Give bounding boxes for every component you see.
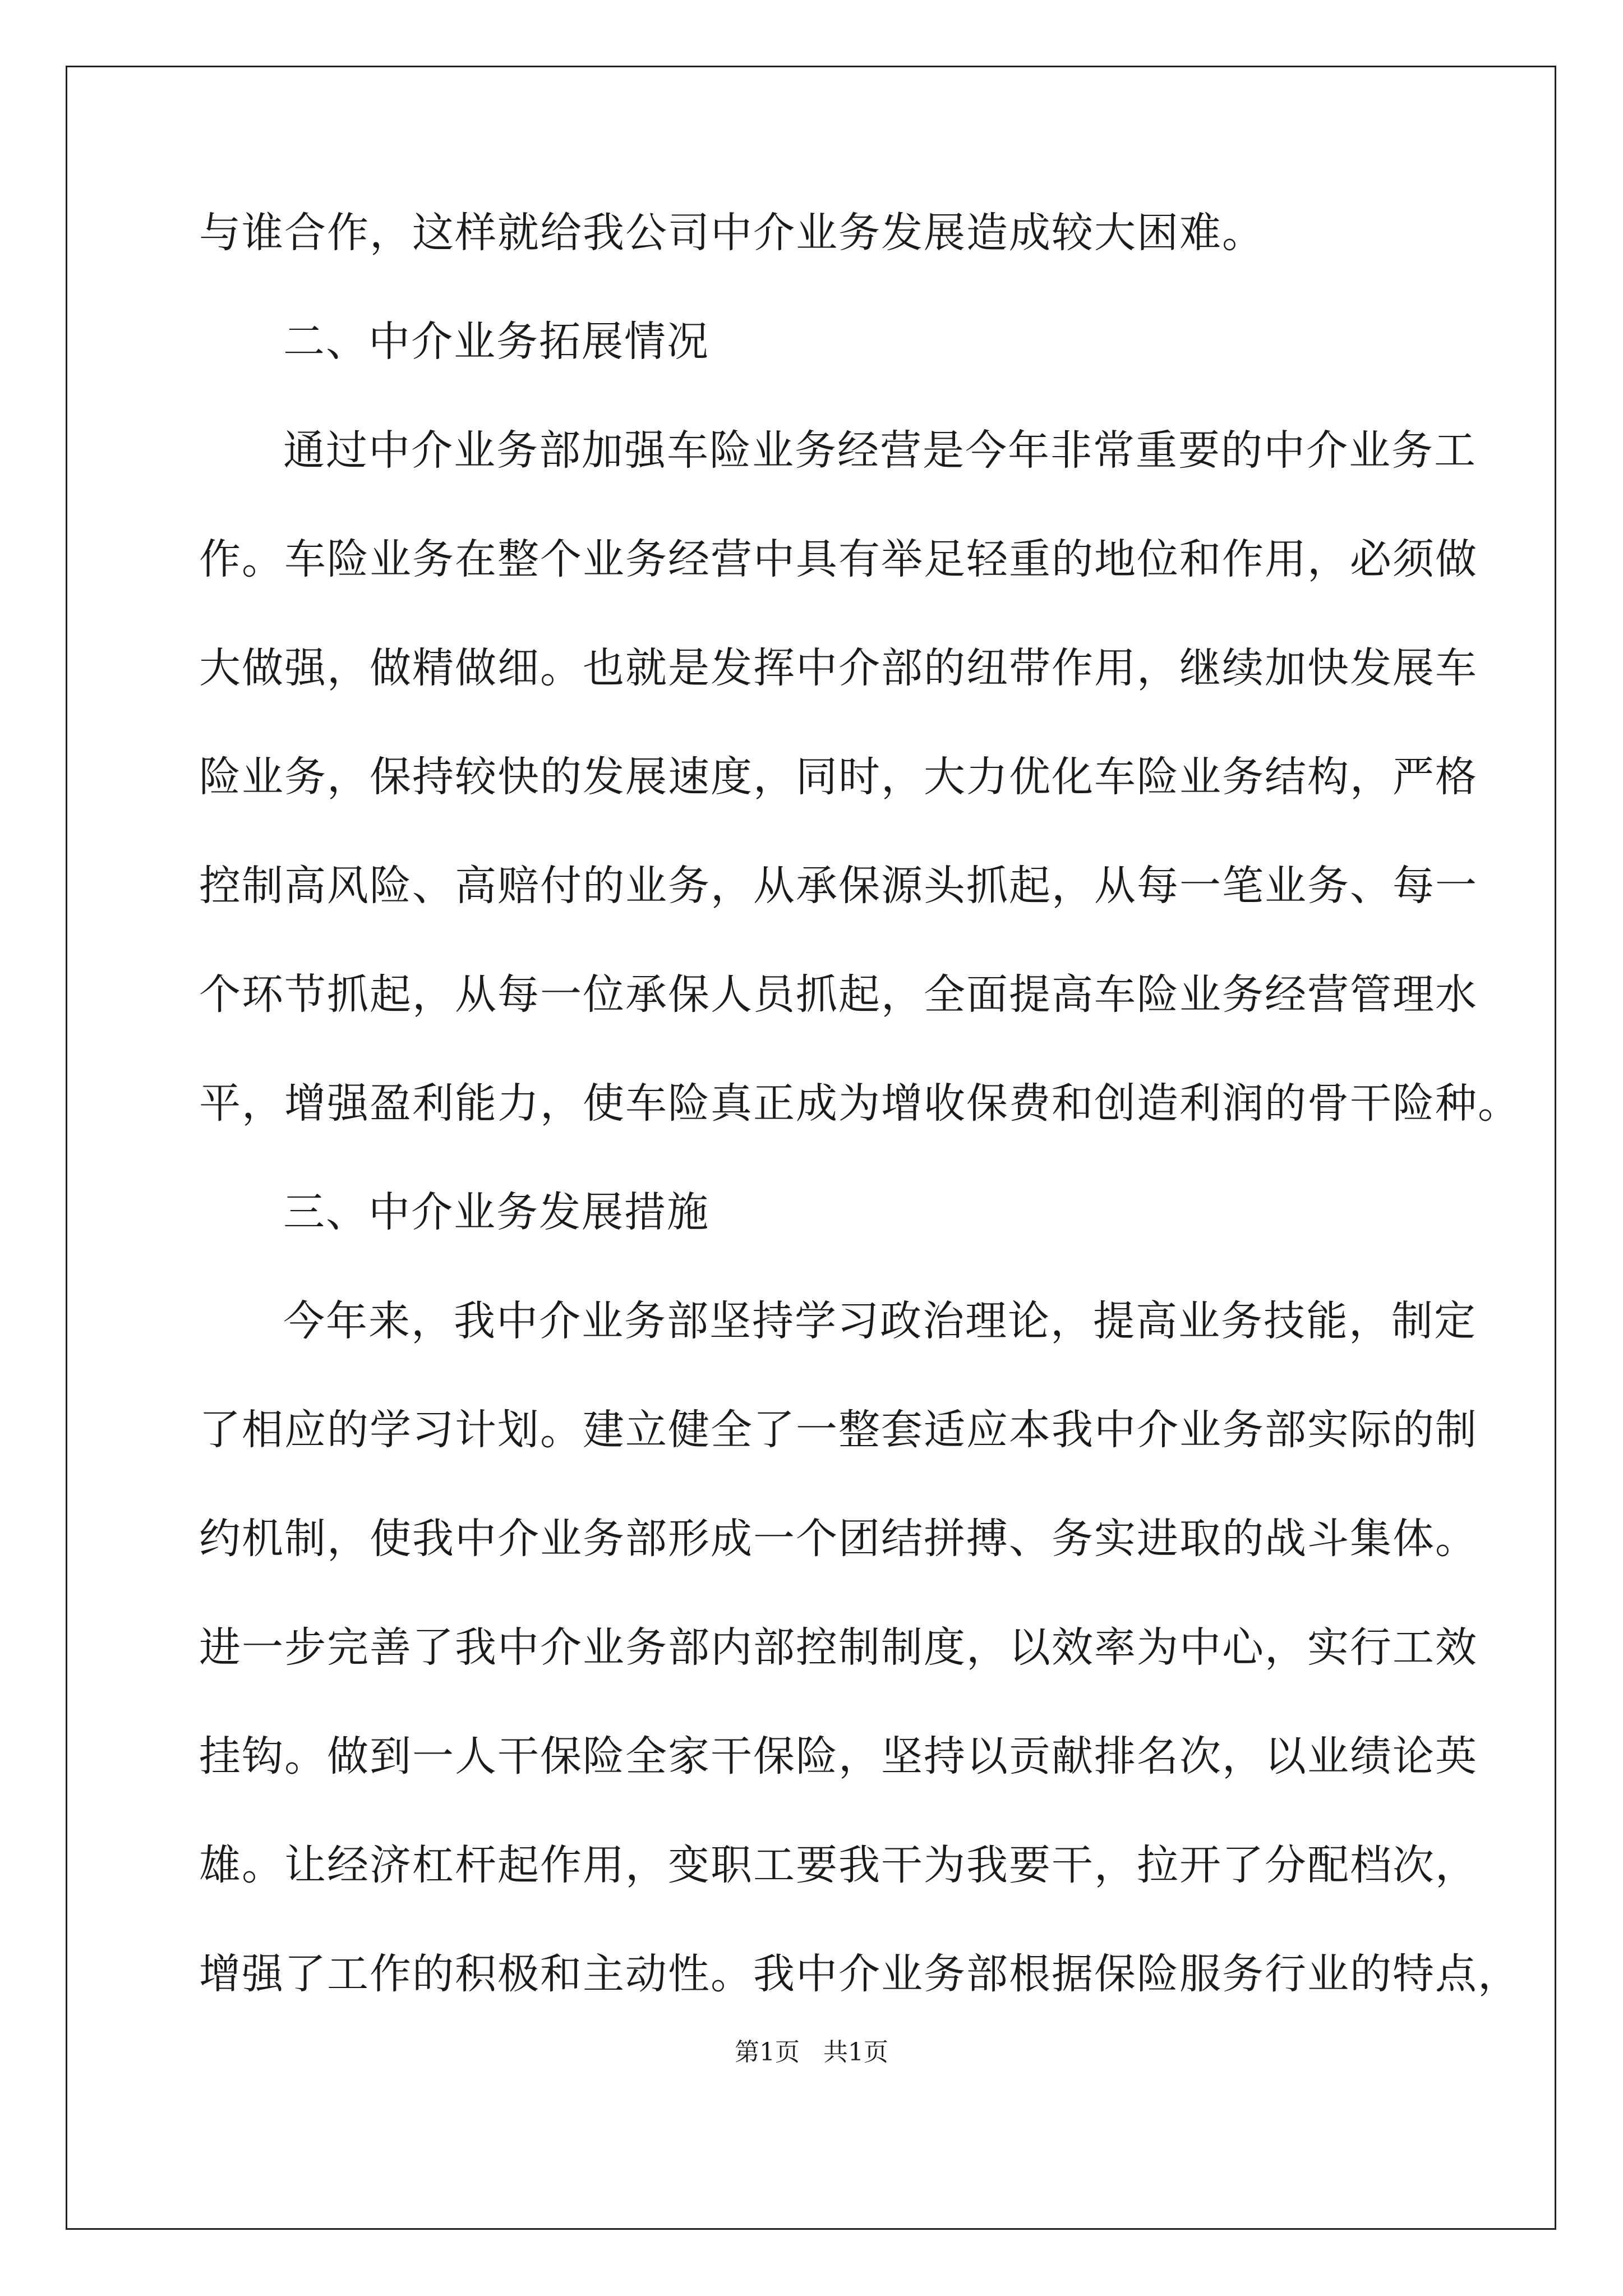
paragraph-line: 今年来，我中介业务部坚持学习政治理论，提高业务技能，制定 [283, 1297, 1477, 1345]
paragraph-line: 挂钩。做到一人干保险全家干保险，坚持以贡献排名次，以业绩论英 [199, 1732, 1478, 1780]
paragraph-line: 险业务，保持较快的发展速度，同时，大力优化车险业务结构，严格 [199, 753, 1478, 801]
paragraph-line: 个环节抓起，从每一位承保人员抓起，全面提高车险业务经营管理水 [199, 970, 1478, 1019]
paragraph-line: 平，增强盈利能力，使车险真正成为增收保费和创造利润的骨干险种。 [199, 1079, 1520, 1128]
paragraph-line: 了相应的学习计划。建立健全了一整套适应本我中介业务部实际的制 [199, 1406, 1478, 1454]
paragraph-line: 通过中介业务部加强车险业务经营是今年非常重要的中介业务工 [283, 426, 1477, 475]
paragraph-line: 控制高风险、高赔付的业务，从承保源头抓起，从每一笔业务、每一 [199, 862, 1478, 910]
section-heading: 三、中介业务发展措施 [283, 1188, 709, 1236]
paragraph-line: 进一步完善了我中介业务部内部控制制度，以效率为中心，实行工效 [199, 1623, 1478, 1672]
paragraph-line: 作。车险业务在整个业务经营中具有举足轻重的地位和作用，必须做 [199, 535, 1478, 583]
paragraph-line: 增强了工作的积极和主动性。我中介业务部根据保险服务行业的特点， [199, 1950, 1520, 1998]
paragraph-line: 雄。让经济杠杆起作用，变职工要我干为我要干，拉开了分配档次， [199, 1841, 1478, 1889]
page-border [66, 66, 1556, 2230]
page-number-footer: 第1页 共1页 [735, 2038, 888, 2067]
paragraph-line: 约机制，使我中介业务部形成一个团结拼搏、务实进取的战斗集体。 [199, 1515, 1478, 1563]
paragraph-line: 与谁合作，这样就给我公司中介业务发展造成较大困难。 [199, 209, 1265, 257]
paragraph-line: 大做强，做精做细。也就是发挥中介部的纽带作用，继续加快发展车 [199, 644, 1478, 692]
section-heading: 二、中介业务拓展情况 [283, 318, 709, 366]
